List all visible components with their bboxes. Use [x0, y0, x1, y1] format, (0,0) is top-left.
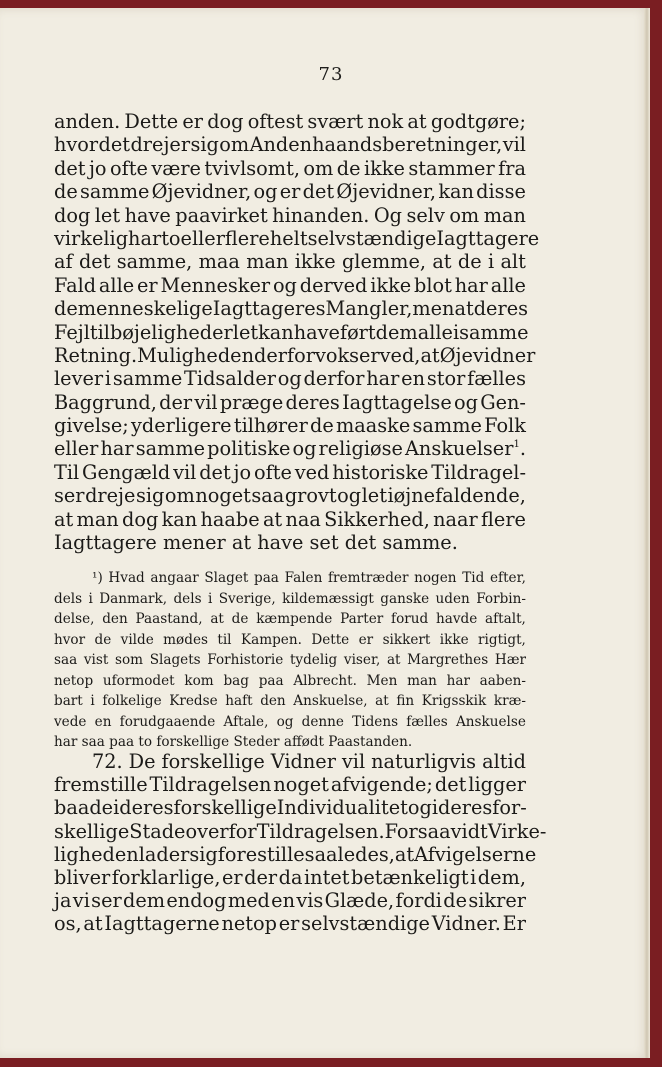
text-line: lever i samme Tidsalder og derfor har en stor fælles [54, 367, 526, 391]
text-line: Til Gengæld vil det jo ofte ved historiske Tildragel- [54, 460, 526, 484]
page-number: 73 [318, 64, 344, 85]
footnote-line: hvor de vilde mødes til Kampen. Dette er sikkert ikke rigtigt, [54, 631, 526, 648]
footnote-reference[interactable]: 1 [513, 439, 520, 451]
page-edge [644, 8, 650, 1058]
text-line: ser dreje sig om noget saa grovt og let iøjnefaldende, [54, 484, 526, 508]
text-line: anden. Dette er dog oftest svært nok at godtgøre; [54, 110, 526, 133]
footnote-line: bart i folkelige Kredse haft den Anskuelse, at fin Krigsskik kræ- [54, 693, 526, 709]
text-line: Retning. Muligheden derfor vokser ved, at Øjevidner [54, 343, 536, 367]
text-line: virkelig har to eller flere helt selvstændige Iagttagere [54, 226, 540, 250]
text-line: Baggrund, der vil præge deres Iagttagelse og Gen- [54, 390, 526, 414]
footnote-line: dels i Danmark, dels i Sverige, kildemæssigt ganske uden Forbin- [54, 590, 526, 607]
text-line: Iagttagere mener at have set det samme. [54, 531, 458, 555]
text-line: det jo ofte være tvivlsomt, om de ikke stammer fra [54, 156, 526, 180]
footnote-line: ¹) Hvad angaar Slaget paa Falen fremtræder nogen Tid efter, [54, 568, 526, 589]
body-text [54, 110, 540, 555]
footnote-marker: ¹) [92, 570, 103, 586]
section-line: os, at Iagttagerne netop er selvstændige Vidner. Er [54, 912, 526, 936]
section-line: skellige Stade overfor Tildragelsen. For saa vidt Virke- [54, 819, 547, 843]
footnote-line: saa vist som Slagets Forhistorie tydelig viser, at Margrethes Hær [54, 652, 526, 668]
footnote [54, 568, 526, 753]
text-line: de menneskelige Iagttageres Mangler, men at deres [54, 297, 528, 321]
text-line: af det samme, maa man ikke glemme, at de i alt [54, 250, 526, 274]
section-line: ligheden lader sig forestille saaledes, at Afvigelserne [54, 842, 537, 866]
section-line: fremstille Tildragelsen noget afvigende; det ligger [54, 773, 526, 797]
footnote-line: netop uformodet kom bag paa Albrecht. Men man har aaben- [54, 672, 526, 689]
text-line: de samme Øjevidner, og er det Øjevidner, kan disse [54, 180, 526, 204]
text-line: eller har samme politiske og religiøse Anskuelser$^1$. [54, 437, 526, 461]
text-line: hvor det drejer sig om Andenhaandsberetninger, vil [54, 133, 526, 157]
text-line: dog let have paavirket hinanden. Og selv om man [54, 203, 526, 227]
footnote-line: vede en forudgaaende Aftale, og denne Tidens fælles Anskuelse [54, 713, 526, 730]
text-line: Fald alle er Mennesker og derved ikke blot har alle [54, 273, 526, 297]
section-line: bliver forklarlige, er der da intet betænkeligt i dem, [54, 865, 526, 889]
text-line: at man dog kan haabe at naa Sikkerhed, naar flere [54, 507, 526, 531]
section-72 [54, 750, 547, 936]
section-line: baade i deres forskellige Individualitet og i deres for- [54, 796, 527, 820]
text-line: Fejltilbøjeligheder let kan have ført dem alle i samme [54, 320, 529, 344]
section-line: ja vi ser dem endog med en vis Glæde, fordi de sikrer [54, 889, 526, 913]
text-line: givelse; yderligere tilhører de maaske samme Folk [54, 414, 526, 438]
section-line: 72. De forskellige Vidner vil naturligvis altid [92, 750, 526, 773]
footnote-line: delse, den Paastand, at de kæmpende Parter forud havde aftalt, [54, 611, 526, 627]
footnote-line: har saa paa to forskellige Steder affødt Paastanden. [54, 734, 413, 750]
